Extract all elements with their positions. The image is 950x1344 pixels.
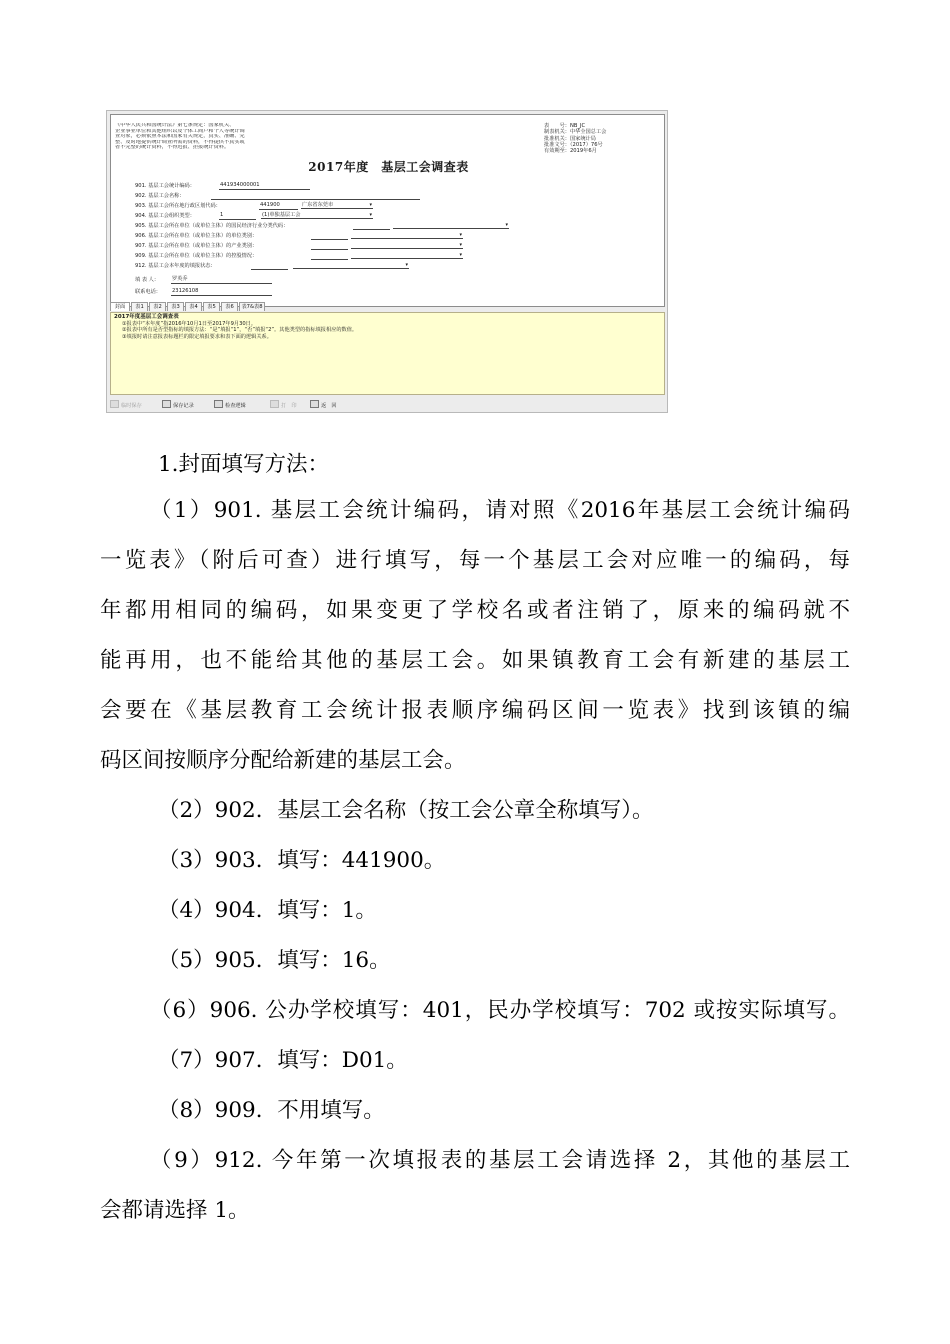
legal-line: 者不完整的统计资料，不得迟报、拒报统计资料。 [115, 145, 230, 151]
instruction-line: ③填报时请注意报表标题栏的限定填报要求和表下面的逻辑关系。 [122, 333, 272, 340]
legal-line: 整、及时地提供统计调查所需的资料，不得提供不真实或 [115, 139, 245, 145]
tab-sheet-5[interactable]: 表5 [203, 302, 220, 311]
field-912-label: 912. 基层工会本年度的填报状态： [135, 263, 216, 269]
field-906-code-input[interactable] [311, 232, 348, 240]
field-902-label: 902. 基层工会名称： [135, 193, 185, 199]
field-909-code-input[interactable] [311, 252, 348, 260]
chevron-down-icon: ▾ [459, 242, 462, 248]
tab-sheet-6[interactable]: 表6 [221, 302, 238, 311]
field-901-label: 901. 基层工会统计编码： [135, 183, 195, 189]
paragraph-1-line: 年都用相同的编码，如果变更了学校名或者注销了，原来的编码就不 [100, 598, 850, 623]
paragraph-8: （8）909．不用填写。 [158, 1098, 385, 1123]
legal-line: 查对象，必须依照本法和国家有关规定，真实、准确、完 [115, 134, 245, 140]
field-907-label: 907. 基层工会所在单位（或单位主体）的产业类别： [135, 243, 258, 249]
temp-save-button[interactable] [110, 400, 142, 411]
paragraph-4: （4）904．填写：1。 [158, 898, 377, 923]
save-record-label: 保存记录 [173, 403, 194, 409]
paragraph-1-line: 会要在《基层教育工会统计报表顺序编码区间一览表》找到该镇的编 [100, 698, 850, 723]
paragraph-9-line: （9）912. 今年第一次填报表的基层工会请选择 2，其他的基层工 [150, 1148, 850, 1173]
meta-line: 批准机关：国家统计局 [544, 135, 596, 142]
temp-save-label: 临时保存 [121, 403, 142, 409]
filler-label: 填 表 人： [135, 277, 160, 283]
tab-sheet-3[interactable]: 表3 [167, 302, 184, 311]
field-904-dropdown-value: (1)单独基层工会 [262, 212, 301, 218]
field-909-label: 909. 基层工会所在单位（或单位主体）的控股情况： [135, 253, 258, 259]
field-903-code-input[interactable]: 441900 [259, 202, 298, 210]
meta-line: 批准文号：（2017）76号 [544, 141, 603, 148]
meta-line: 有效期至：2019年6月 [544, 148, 597, 155]
field-904-code-input[interactable]: 1 [219, 212, 256, 220]
print-label: 打 印 [281, 403, 297, 409]
field-902-input[interactable] [211, 192, 420, 200]
tab-sheet-4[interactable]: 表4 [185, 302, 202, 311]
return-label: 返 回 [321, 403, 337, 409]
paragraph-3: （3）903．填写：441900。 [158, 848, 446, 873]
check-logic-label: 检查逻辑 [225, 403, 246, 409]
field-912-dropdown[interactable] [293, 262, 409, 269]
paragraph-6: （6）906. 公办学校填写：401，民办学校填写：702 或按实际填写。 [150, 998, 850, 1023]
tab-sheet-1[interactable]: 表1 [131, 302, 148, 311]
phone-label: 联系电话： [135, 289, 161, 295]
field-904-dropdown[interactable] [261, 212, 373, 219]
form-meta [544, 123, 606, 154]
paragraph-2: （2）902．基层工会名称（按工会公章全称填写）。 [158, 798, 654, 823]
instruction-line: ①报表中“本年度”指2016年10月1日至2017年9月30日。 [122, 321, 257, 327]
chevron-down-icon: ▾ [505, 222, 508, 228]
chevron-down-icon: ▾ [369, 202, 372, 208]
chevron-down-icon: ▾ [369, 212, 372, 218]
instructions-title: 2017年度基层工会调查表 [114, 314, 179, 320]
paragraph-9-line: 会都请选择 1。 [100, 1198, 250, 1223]
legal-notice [115, 123, 323, 151]
floppy-disk-icon [110, 400, 119, 408]
field-907-dropdown[interactable] [351, 242, 463, 249]
print-button[interactable] [270, 400, 297, 411]
field-903-dropdown-value: 广东省东莞市 [302, 202, 334, 208]
checklist-icon [214, 400, 223, 408]
field-905-dropdown[interactable] [393, 222, 509, 229]
paragraph-5: （5）905．填写：16。 [158, 948, 391, 973]
field-905-code-input[interactable] [353, 222, 390, 230]
chevron-down-icon: ▾ [459, 232, 462, 238]
legal-line: 《中华人民共和国统计法》第七条规定：国家机关、 [115, 123, 235, 128]
instruction-line: ②报表中所有是否型指标的填报方法：“是”填报“1”，“否”填报“2”。其他类型的指标填报相应的数值。 [122, 327, 358, 334]
tab-sheet-7-8[interactable]: 表7&表8 [239, 302, 265, 311]
chevron-down-icon: ▾ [405, 262, 408, 268]
form-screenshot [106, 110, 668, 413]
chevron-down-icon: ▾ [459, 252, 462, 258]
form-title: 2017年度 基层工会调查表 [308, 160, 469, 174]
field-905-label: 905. 基层工会所在单位（或单位主体）的国民经济行业分类代码： [135, 223, 289, 229]
field-907-code-input[interactable] [311, 242, 348, 250]
field-909-dropdown[interactable] [351, 252, 463, 259]
paragraph-1-line: 能再用，也不能给其他的基层工会。如果镇教育工会有新建的基层工 [100, 648, 850, 673]
floppy-disk-icon [162, 400, 171, 408]
tab-cover[interactable]: 封面 [110, 302, 130, 311]
meta-line: 表 号：NB_JC [544, 123, 586, 129]
form-cover-panel [110, 114, 665, 307]
paragraph-1-line: （1）901. 基层工会统计编码，请对照《2016年基层工会统计编码 [150, 498, 850, 523]
paragraph-1-line: 码区间按顺序分配给新建的基层工会。 [100, 748, 466, 773]
instructions-panel [110, 312, 665, 395]
field-906-dropdown[interactable] [351, 232, 463, 239]
field-912-code-input[interactable] [251, 262, 288, 270]
section-heading: 1.封面填写方法： [158, 452, 330, 477]
filler-input[interactable]: 罗英乔 [171, 276, 272, 284]
return-arrow-icon [310, 400, 319, 408]
legal-line: 企业事业单位和其他组织以及个体工商户和个人等统计调 [115, 128, 245, 134]
paragraph-1-line: 一览表》（附后可查）进行填写，每一个基层工会对应唯一的编码，每 [100, 548, 850, 573]
return-button[interactable] [310, 400, 337, 411]
field-906-label: 906. 基层工会所在单位（或单位主体）的单位类别： [135, 233, 258, 239]
check-logic-button[interactable] [214, 400, 246, 411]
paragraph-7: （7）907．填写：D01。 [158, 1048, 408, 1073]
save-record-button[interactable] [162, 400, 194, 411]
phone-input[interactable]: 23126108 [171, 288, 272, 296]
field-903-label: 903. 基层工会所在地行政区划代码： [135, 203, 221, 209]
field-901-input[interactable]: 441934000001 [219, 182, 310, 190]
field-903-dropdown[interactable] [301, 202, 373, 209]
field-904-label: 904. 基层工会组织类型： [135, 213, 195, 219]
printer-icon [270, 400, 279, 408]
tab-sheet-2[interactable]: 表2 [149, 302, 166, 311]
meta-line: 制表机关：中华全国总工会 [544, 129, 607, 136]
